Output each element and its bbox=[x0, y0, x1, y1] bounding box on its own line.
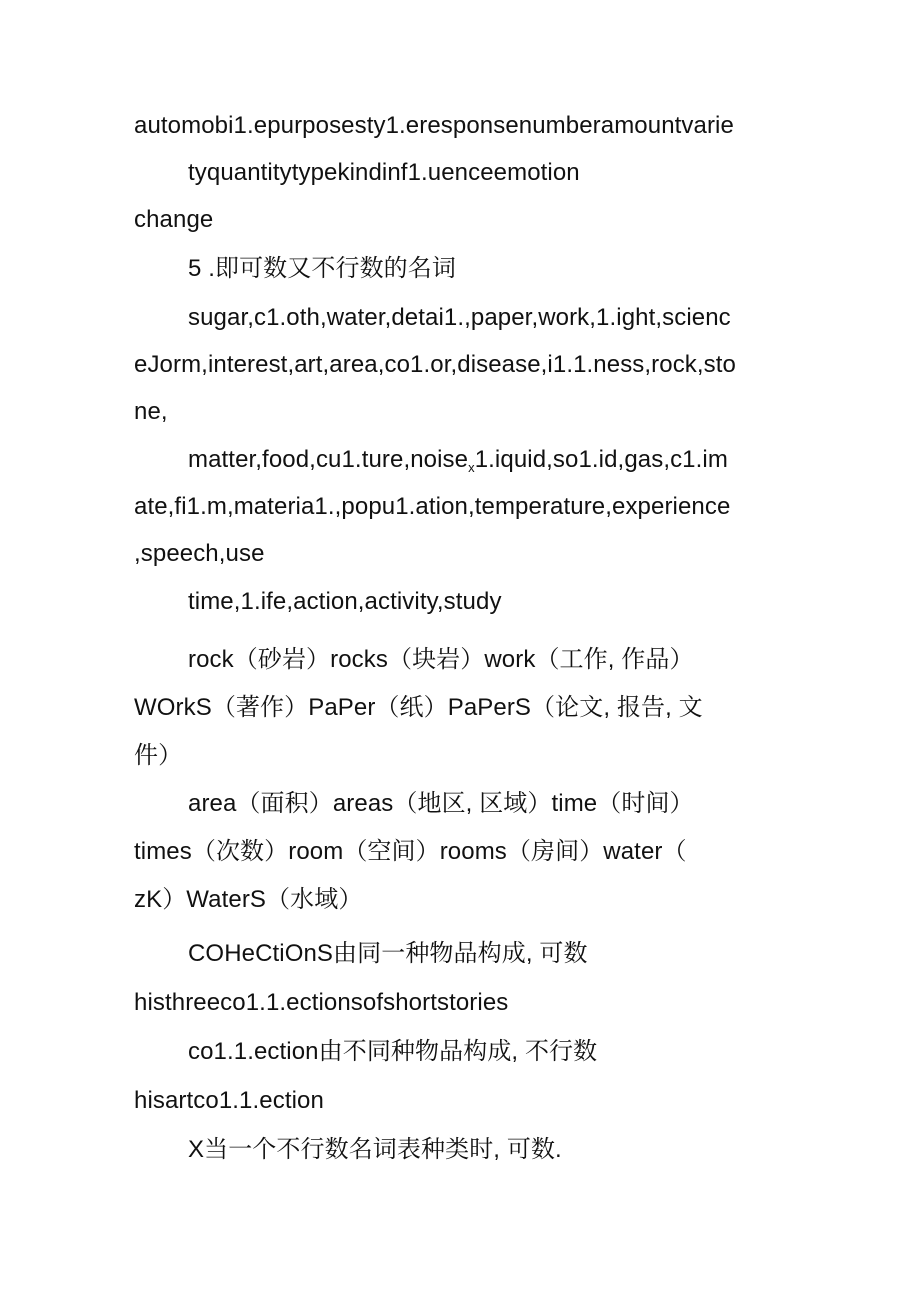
text-segment: 1.iquid,so1.id,gas,c1.im bbox=[474, 446, 728, 473]
text-line: ate,fi1.m,materia1.,popu1.ation,temperature,experience bbox=[134, 493, 731, 520]
text-line: times（次数）room（空间）rooms（房间）water（ bbox=[134, 838, 687, 865]
text-line: automobi1.epurposesty1.eresponsenumberamountvarie bbox=[134, 112, 734, 139]
text-line-with-subscript bbox=[188, 444, 728, 479]
text-line: hisartco1.1.ection bbox=[134, 1087, 324, 1114]
text-line: time,1.ife,action,activity,study bbox=[188, 588, 502, 615]
text-line: zK）WaterS（水域） bbox=[134, 886, 363, 913]
text-line: co1.1.ection由不同种物品构成, 不行数 bbox=[188, 1038, 598, 1065]
text-line: sugar,c1.oth,water,detai1.,paper,work,1.ight,scienc bbox=[188, 304, 731, 331]
text-line: 件） bbox=[134, 742, 183, 769]
text-line: change bbox=[134, 206, 214, 233]
subscript-mark: x bbox=[468, 460, 475, 475]
text-line: ,speech,use bbox=[134, 540, 265, 567]
text-line: area（面积）areas（地区, 区域）time（时间） bbox=[188, 790, 694, 817]
text-line: rock（砂岩）rocks（块岩）work（工作, 作品） bbox=[188, 646, 694, 673]
text-segment: matter,food,cu1.ture,noise bbox=[188, 446, 469, 473]
text-line: ne, bbox=[134, 398, 168, 425]
text-line: tyquantitytypekindinf1.uenceemotion bbox=[188, 159, 580, 186]
section-heading: 5 .即可数又不行数的名词 bbox=[188, 255, 456, 282]
text-line: histhreeco1.1.ectionsofshortstories bbox=[134, 989, 509, 1016]
text-line: COHeCtiOnS由同一种物品构成, 可数 bbox=[188, 940, 588, 967]
text-line: X当一个不行数名词表种类时, 可数. bbox=[188, 1136, 562, 1163]
text-line: WOrkS（著作）PaPer（纸）PaPerS（论文, 报告, 文 bbox=[134, 694, 703, 721]
text-line: eJorm,interest,art,area,co1.or,disease,i1.1.ness,rock,sto bbox=[134, 351, 736, 378]
